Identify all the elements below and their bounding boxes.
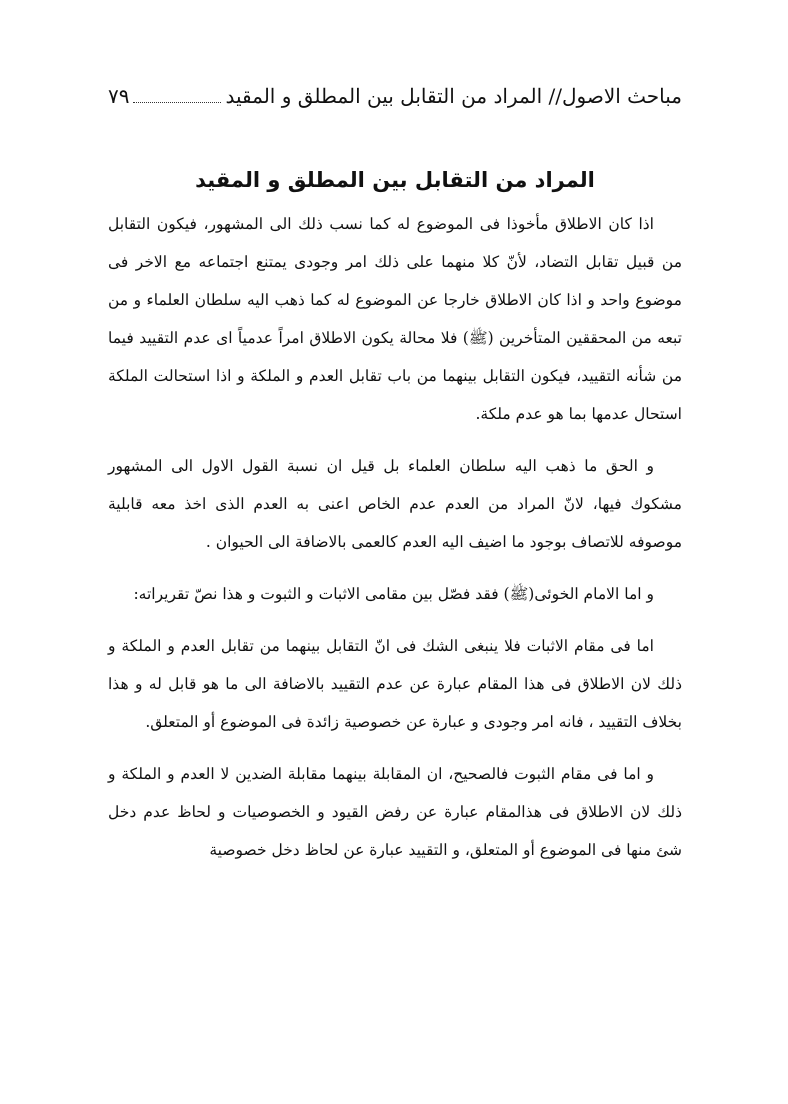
paragraph-5: و اما فى مقام الثبوت فالصحيح، ان المقابلة بينهما مقابلة الضدين لا العدم و الملكة و ذلك لان الاطلاق فى هذالمقام عبارة عن رفض القيود و الخصوصيات و لحاظ عدم دخل شئ منها فى الموضوع أو المتعلق، و التقييد عبارة عن لحاظ دخل خصوصية bbox=[108, 765, 682, 859]
paragraph-2: و الحق ما ذهب اليه سلطان العلماء بل قيل ان نسبة القول الاول الى المشهور مشكوك فيها، لانّ المراد من العدم عدم الخاص اعنى به العدم الذى اخذ معه قابلية موصوفه للاتصاف بوجود ما اضيف اليه العدم كالعمى بالاضافة الى الحيوان . bbox=[108, 457, 682, 551]
running-header bbox=[108, 76, 682, 116]
paragraph-3: و اما الامام الخوئى(ﷺ) فقد فصّل بين مقامى الاثبات و الثبوت و هذا نصّ تقريراته: bbox=[133, 585, 654, 603]
section-title: المراد من التقابل بين المطلق و المقيد bbox=[195, 168, 595, 192]
running-title: مباحث الاصول// المراد من التقابل بين المطلق و المقيد bbox=[225, 84, 682, 108]
paragraph-1: اذا كان الاطلاق مأخوذا فى الموضوع له كما نسب ذلك الى المشهور، فيكون التقابل من قبيل تقابل التضاد، لأنّ كلا منهما على ذلك امر وجودى يمتنع اجتماعه مع الاخر فى موضوع واحد و اذا كان الاطلاق خارجا عن الموضوع له كما ذهب اليه سلطان العلماء و من تبعه من المحققين المتأخرين (ﷺ) فلا محالة يكون الاطلاق امراً عدمياً اى عدم التقييد فيما من شأنه التقييد، فيكون التقابل بينهما من باب تقابل العدم و الملكة و اذا استحالت الملكة استحال عدمها بما هو عدم ملكة. bbox=[108, 215, 682, 423]
dotted-leader-rule bbox=[133, 102, 221, 103]
body-text bbox=[108, 205, 682, 883]
paragraph-4: اما فى مقام الاثبات فلا ينبغى الشك فى انّ التقابل بينهما من تقابل العدم و الملكة و ذلك لان الاطلاق فى هذا المقام عبارة عن عدم التقييد بالاضافة الى ما هو قابل له و هذا بخلاف التقييد ، فانه امر وجودى و عبارة عن خصوصية زائدة فى الموضوع أو المتعلق. bbox=[108, 637, 682, 731]
page-number: ٧٩ bbox=[108, 84, 130, 108]
